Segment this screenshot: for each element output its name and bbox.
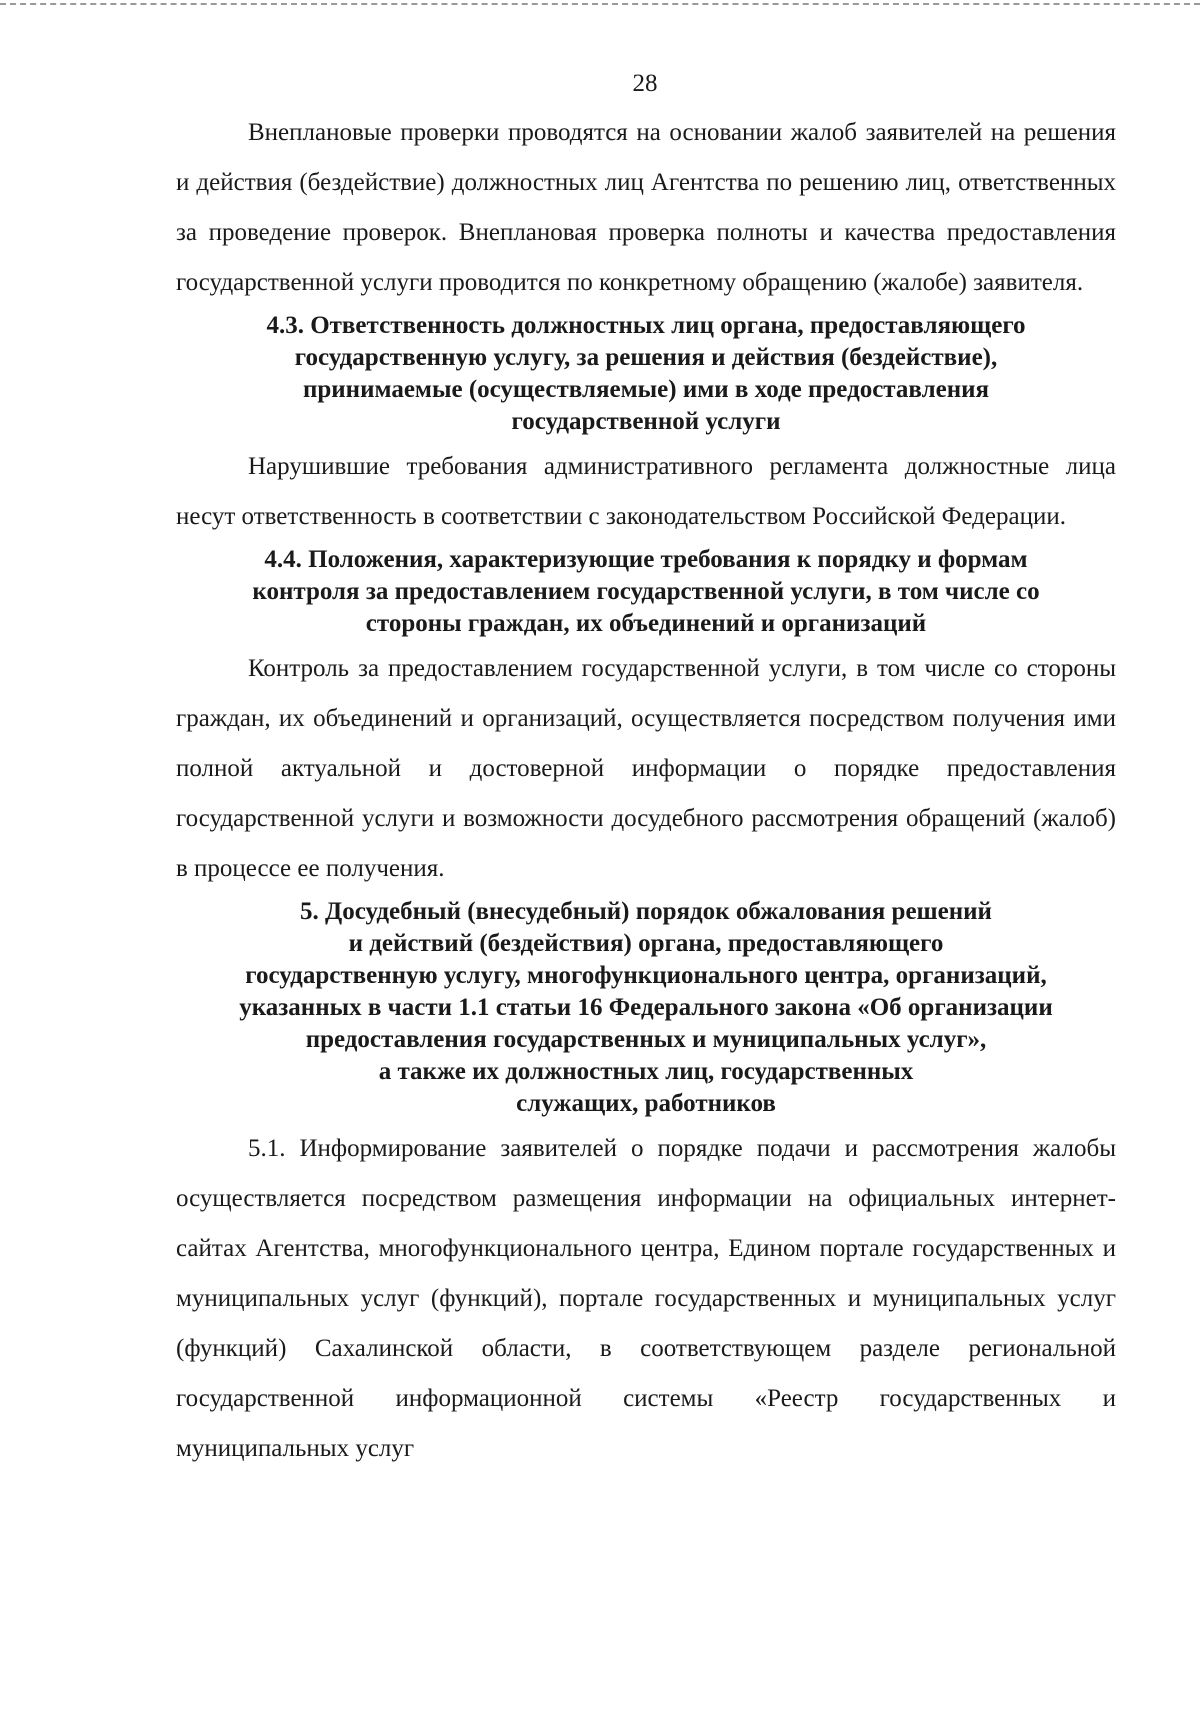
heading-line: государственной услуги	[511, 408, 781, 435]
paragraph-unscheduled-inspections: Внеплановые проверки проводятся на основании жалоб заявителей на решения и действия (бездействие) должностных лиц Агентства по решению лиц, ответственных за проведение проверок. Внеплановая проверка полноты и качества предоставления государственной услуги проводится по конкретному обращению (жалобе) заявителя.	[176, 119, 1116, 296]
paragraph-responsibility: Нарушившие требования административного регламента должностные лица несут ответственность в соответствии с законодательством Российской Федерации.	[176, 453, 1116, 530]
heading-line: 5. Досудебный (внесудебный) порядок обжалования решений	[300, 898, 992, 925]
heading-line: принимаемые (осуществляемые) ими в ходе предоставления	[302, 376, 990, 403]
heading-line: 4.3. Ответственность должностных лиц органа, предоставляющего	[266, 312, 1026, 339]
scan-edge-line	[0, 3, 1200, 5]
heading-line: а также их должностных лиц, государственных	[378, 1058, 914, 1085]
heading-line: 4.4. Положения, характеризующие требования к порядку и формам	[264, 546, 1028, 573]
heading-4-3	[176, 310, 1116, 438]
heading-line: государственную услугу, за решения и действия (бездействие),	[294, 344, 998, 371]
heading-4-4	[176, 544, 1116, 640]
heading-5	[176, 896, 1116, 1120]
paragraph-5-1: 5.1. Информирование заявителей о порядке подачи и рассмотрения жалобы осуществляется посредством размещения информации на официальных интернет-сайтах Агентства, многофункционального центра, Едином портале государственных и муниципальных услуг (функций), портале государственных и муниципальных услуг (функций) Сахалинской области, в соответствующем разделе региональной государственной информационной системы «Реестр государственных и муниципальных услуг	[176, 1135, 1116, 1462]
heading-line: контроля за предоставлением государственной услуги, в том числе со	[252, 578, 1040, 605]
document-body	[176, 108, 1116, 1474]
paragraph-control: Контроль за предоставлением государственной услуги, в том числе со стороны граждан, их объединений и организаций, осуществляется посредством получения ими полной актуальной и достоверной информации о порядке предоставления государственной услуги и возможности досудебного рассмотрения обращений (жалоб) в процессе ее получения.	[176, 655, 1116, 882]
heading-line: указанных в части 1.1 статьи 16 Федерального закона «Об организации	[239, 994, 1053, 1021]
heading-line: стороны граждан, их объединений и организаций	[365, 610, 927, 637]
heading-line: государственную услугу, многофункционального центра, организаций,	[245, 962, 1047, 989]
page-number: 28	[632, 70, 658, 97]
heading-line: предоставления государственных и муниципальных услуг»,	[305, 1026, 987, 1053]
heading-line: служащих, работников	[516, 1090, 776, 1117]
heading-line: и действий (бездействия) органа, предоставляющего	[348, 930, 944, 957]
